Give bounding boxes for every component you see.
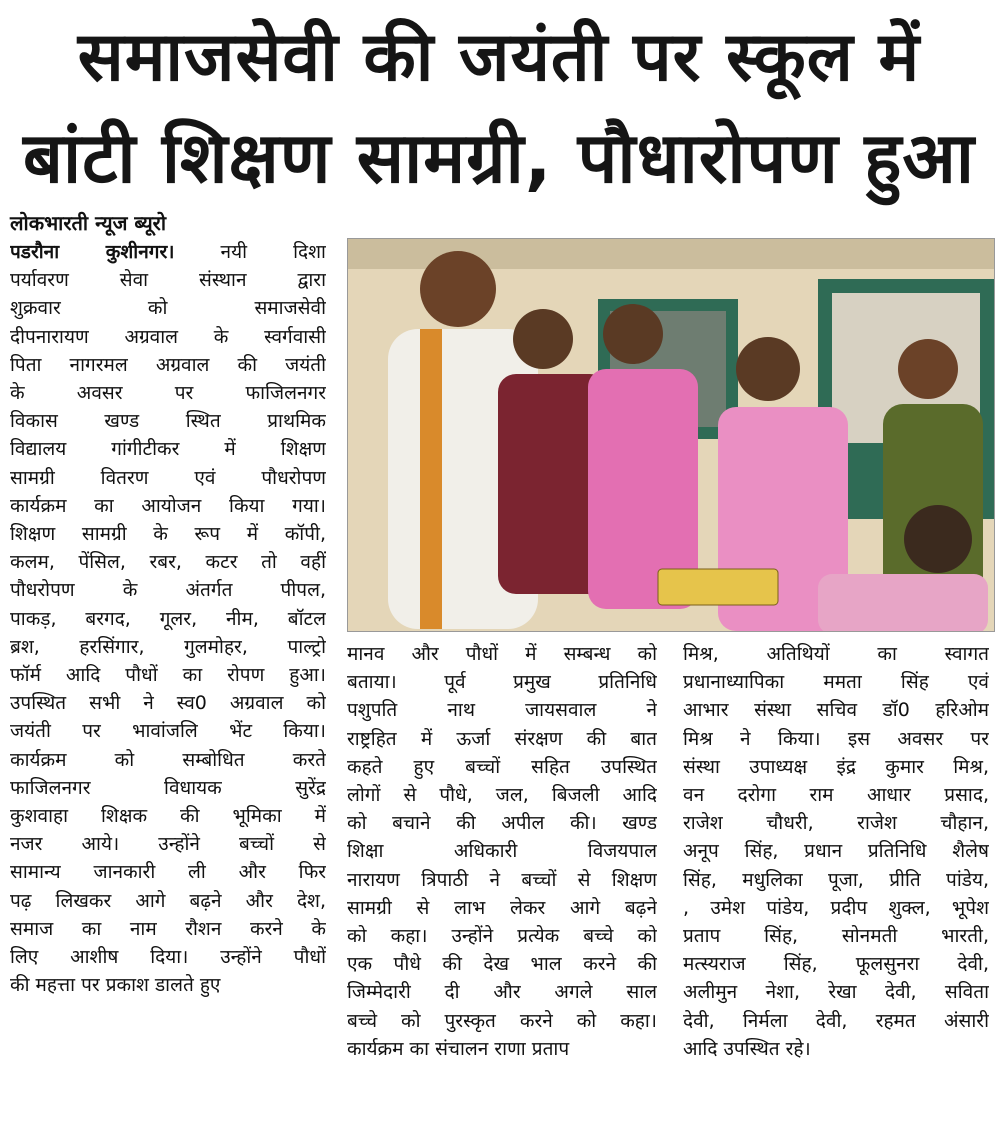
article-text-line: मत्स्यराज सिंह, फूलसुनरा देवी, — [683, 953, 989, 976]
article-text-line: की महत्ता पर प्रकाश डालते हुए — [10, 974, 221, 997]
article-text-line: कार्यक्रम का संचालन राणा प्रताप — [347, 1037, 570, 1060]
article-text-line: राजेश चौधरी, राजेश चौहान, — [683, 812, 989, 835]
article-text-line: आदि उपस्थित रहे। — [683, 1037, 811, 1060]
article-text-line: उपस्थित सभी ने स्व0 अग्रवाल को — [10, 692, 326, 715]
byline: लोकभारती न्यूज ब्यूरो — [10, 211, 167, 235]
article-text-line: के अवसर पर फाजिलनगर — [10, 382, 326, 405]
article-text-line: आभार संस्था सचिव डॉ0 हरिओम — [683, 699, 989, 722]
article-text-line: सामान्य जानकारी ली और फिर — [10, 861, 326, 884]
article-text-line: कार्यक्रम को सम्बोधित करते — [10, 748, 326, 771]
article-column-1 — [10, 238, 326, 999]
article-text-line: मानव और पौधों में सम्बन्ध को — [347, 643, 657, 665]
article-text-line: विकास खण्ड स्थित प्राथमिक — [10, 410, 326, 433]
article-text-line: नजर आये। उन्होंने बच्चों से — [10, 833, 326, 856]
article-text-line: प्रधानाध्यापिका ममता सिंह एवं — [683, 671, 989, 694]
article-text-line: सामग्री से लाभ लेकर आगे बढ़ने — [347, 896, 657, 919]
photo-people-distributing-materials-icon — [348, 239, 994, 631]
article-text-line: सिंह, मधुलिका पूजा, प्रीति पांडेय, — [683, 868, 989, 891]
article-text-line: जयंती पर भावांजलि भेंट किया। — [10, 720, 326, 743]
article-column-2 — [347, 640, 657, 1063]
article-text-line: बच्चे को पुरस्कृत करने को कहा। — [347, 1009, 657, 1032]
article-text-line: जिम्मेदारी दी और अगले साल — [347, 981, 657, 1004]
article-text-line: फाजिलनगर विधायक सुरेंद्र — [10, 776, 326, 799]
article-text-line: कहते हुए बच्चों सहित उपस्थित — [347, 755, 657, 778]
article-text-line: बताया। पूर्व प्रमुख प्रतिनिधि — [347, 671, 657, 694]
article-text-line: ब्रश, हरसिंगार, गुलमोहर, पाल्ट्रो — [10, 635, 326, 658]
article-text-line: को कहा। उन्होंने प्रत्येक बच्चे को — [347, 925, 657, 948]
article-text-line: पढ़ लिखकर आगे बढ़ने और देश, — [10, 889, 326, 912]
article-text-line: शिक्षण सामग्री के रूप में कॉपी, — [10, 523, 326, 546]
article-text-line: पर्यावरण सेवा संस्थान द्वारा — [10, 269, 326, 292]
news-photo — [347, 238, 995, 632]
headline-line-2: बांटी शिक्षण सामग्री, पौधारोपण हुआ — [23, 117, 975, 199]
article-text-line: पिता नागरमल अग्रवाल की जयंती — [10, 353, 326, 376]
article-text-line: देवी, निर्मला देवी, रहमत अंसारी — [683, 1009, 989, 1032]
article-text-line: दीपनारायण अग्रवाल के स्वर्गवासी — [10, 325, 326, 348]
article-text-line: लोगों से पौधे, जल, बिजली आदि — [347, 784, 657, 807]
article-text-line: समाज का नाम रौशन करने के — [10, 917, 326, 940]
article-text-line: अनूप सिंह, प्रधान प्रतिनिधि शैलेष — [683, 840, 989, 863]
article-text-line: संस्था उपाध्यक्ष इंद्र कुमार मिश्र, — [683, 755, 989, 778]
article-text-line: मिश्र ने किया। इस अवसर पर — [683, 727, 989, 750]
article-text-line: कलम, पेंसिल, रबर, कटर तो वहीं — [10, 551, 326, 574]
headline-line-1: समाजसेवी की जयंती पर स्कूल में — [77, 18, 921, 97]
article-text-line: शिक्षा अधिकारी विजयपाल — [347, 840, 657, 863]
article-text-line: राष्ट्रहित में ऊर्जा संरक्षण की बात — [347, 727, 657, 750]
article-column-3 — [683, 640, 989, 1063]
article-text-line: सामग्री वितरण एवं पौधरोपण — [10, 466, 326, 489]
article-text-line: पशुपति नाथ जायसवाल ने — [347, 699, 657, 722]
article-text-line: को बचाने की अपील की। खण्ड — [347, 812, 657, 835]
article-text-line: वन दरोगा राम आधार प्रसाद, — [683, 784, 989, 807]
dateline: पडरौना कुशीनगर। — [10, 241, 175, 263]
article-text-line: लिए आशीष दिया। उन्होंने पौधों — [10, 946, 326, 969]
article-text-line: कुशवाहा शिक्षक की भूमिका में — [10, 805, 326, 828]
article-text-line: प्रताप सिंह, सोनमती भारती, — [683, 925, 989, 948]
article-text-line: मिश्र, अतिथियों का स्वागत — [683, 643, 989, 665]
article-text-line: , उमेश पांडेय, प्रदीप शुक्ल, भूपेश — [683, 896, 989, 919]
article-text-line: विद्यालय गांगीटीकर में शिक्षण — [10, 438, 326, 461]
article-text-line: शुक्रवार को समाजसेवी — [10, 297, 326, 320]
article-text-line: कार्यक्रम का आयोजन किया गया। — [10, 494, 326, 517]
article-text-line: पाकड़, बरगद, गूलर, नीम, बॉटल — [10, 607, 326, 630]
article-text-line: अलीमुन नेशा, रेखा देवी, सविता — [683, 981, 989, 1004]
article-text-line: पौधरोपण के अंतर्गत पीपल, — [10, 579, 326, 602]
article-text-line: एक पौधे की देख भाल करने की — [347, 953, 657, 976]
article-text-line: नारायण त्रिपाठी ने बच्चों से शिक्षण — [347, 868, 657, 891]
article-text-line: नयी दिशा — [220, 241, 326, 263]
article-text-line: फॉर्म आदि पौधों का रोपण हुआ। — [10, 664, 326, 687]
